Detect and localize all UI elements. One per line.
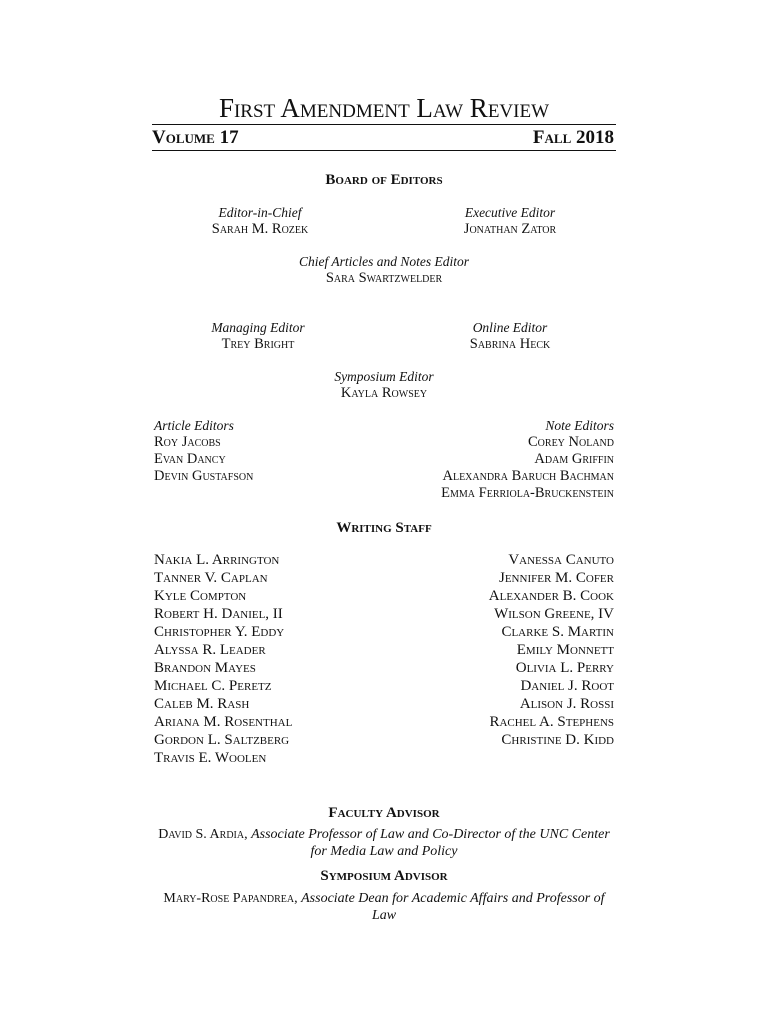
list-item: Caleb M. Rash — [154, 696, 250, 712]
faculty-advisor-name: David S. Ardia, — [158, 827, 248, 842]
editor-in-chief-block — [170, 204, 350, 238]
symposium-editor-block — [284, 368, 484, 402]
list-item: Adam Griffin — [534, 451, 614, 467]
symposium-advisor-title: Associate Dean for Academic Affairs and Professor of Law — [301, 891, 605, 923]
online-editor-name: Sabrina Heck — [469, 336, 551, 352]
faculty-advisor-entry — [150, 826, 618, 860]
executive-editor-label: Executive Editor — [464, 205, 556, 220]
symposium-advisor-entry — [150, 890, 618, 924]
list-item: Alexandra Baruch Bachman — [442, 468, 614, 484]
list-item: Evan Dancy — [154, 451, 226, 467]
list-item: Daniel J. Root — [520, 678, 614, 694]
list-item: Rachel A. Stephens — [489, 714, 614, 730]
list-item: Clarke S. Martin — [501, 624, 614, 640]
list-item: Kyle Compton — [154, 588, 247, 604]
symposium-advisor-name: Mary-Rose Papandrea, — [163, 891, 298, 906]
list-item: Alexander B. Cook — [488, 588, 614, 604]
managing-editor-label: Managing Editor — [211, 320, 305, 335]
article-editors-list — [154, 417, 253, 485]
online-editor-label: Online Editor — [472, 320, 548, 335]
list-item: Emma Ferriola-Bruckenstein — [441, 485, 614, 501]
volume-label: Volume 17 — [152, 127, 239, 148]
list-item: Corey Noland — [528, 434, 614, 450]
list-item: Gordon L. Saltzberg — [154, 732, 290, 748]
list-item: Emily Monnett — [516, 642, 614, 658]
writing-staff-left — [154, 551, 292, 767]
faculty-advisor-heading: Faculty Advisor — [328, 805, 440, 821]
online-editor-block — [420, 319, 600, 353]
faculty-advisor-title: Associate Professor of Law and Co-Director of the UNC Center for Media Law and Policy — [251, 827, 610, 859]
list-item: Nakia L. Arrington — [154, 552, 280, 568]
executive-editor-block — [410, 204, 610, 238]
chief-articles-label: Chief Articles and Notes Editor — [299, 254, 469, 269]
managing-editor-block — [168, 319, 348, 353]
editor-in-chief-name: Sarah M. Rozek — [211, 221, 309, 237]
article-editors-label: Article Editors — [154, 418, 234, 433]
list-item: Roy Jacobs — [154, 434, 221, 450]
list-item: Robert H. Daniel, II — [154, 606, 283, 622]
top-rule — [152, 124, 616, 125]
note-editors-label: Note Editors — [545, 418, 614, 433]
board-heading: Board of Editors — [325, 172, 443, 188]
note-editors-list — [441, 417, 614, 502]
writing-staff-heading: Writing Staff — [336, 520, 432, 536]
journal-title: First Amendment Law Review — [218, 93, 550, 123]
list-item: Brandon Mayes — [154, 660, 256, 676]
chief-articles-block — [234, 253, 534, 287]
list-item: Devin Gustafson — [154, 468, 254, 484]
symposium-editor-label: Symposium Editor — [334, 369, 434, 384]
list-item: Alison J. Rossi — [519, 696, 614, 712]
list-item: Travis E. Woolen — [154, 750, 267, 766]
managing-editor-name: Trey Bright — [221, 336, 295, 352]
list-item: Ariana M. Rosenthal — [154, 714, 293, 730]
chief-articles-name: Sara Swartzwelder — [325, 270, 443, 286]
list-item: Christine D. Kidd — [501, 732, 614, 748]
writing-staff-right — [489, 551, 614, 749]
symposium-advisor-heading: Symposium Advisor — [320, 868, 448, 884]
list-item: Wilson Greene, IV — [494, 606, 614, 622]
list-item: Tanner V. Caplan — [154, 570, 268, 586]
list-item: Christopher Y. Eddy — [154, 624, 285, 640]
editor-in-chief-label: Editor-in-Chief — [218, 205, 302, 220]
symposium-editor-name: Kayla Rowsey — [340, 385, 428, 401]
list-item: Olivia L. Perry — [515, 660, 614, 676]
bottom-rule — [152, 150, 616, 151]
list-item: Jennifer M. Cofer — [499, 570, 614, 586]
list-item: Michael C. Peretz — [154, 678, 272, 694]
issue-label: Fall 2018 — [532, 127, 614, 148]
executive-editor-name: Jonathan Zator — [463, 221, 557, 237]
list-item: Alyssa R. Leader — [154, 642, 266, 658]
list-item: Vanessa Canuto — [508, 552, 614, 568]
